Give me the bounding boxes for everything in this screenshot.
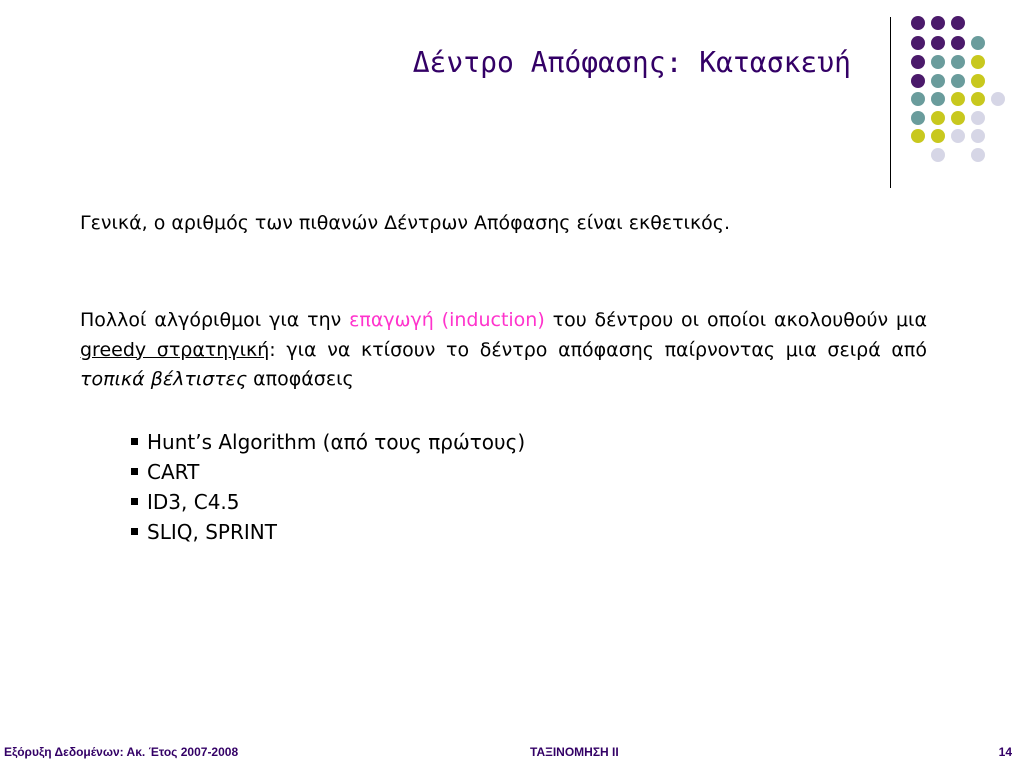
decorative-dot (911, 111, 925, 125)
list-item (131, 457, 525, 487)
decorative-dot (911, 16, 925, 30)
decorative-dot (971, 92, 985, 106)
decorative-dot (951, 16, 965, 30)
decorative-dot (911, 74, 925, 88)
footer-topic: ΤΑΞΙΝΟΜΗΣΗ ΙΙ (530, 745, 619, 759)
page-number: 14 (998, 745, 1012, 759)
greedy-strategy-underlined: greedy στρατηγική (80, 338, 270, 361)
list-item (131, 427, 525, 457)
list-item-text: CART (147, 460, 200, 484)
list-item (131, 517, 525, 547)
decorative-dot (971, 55, 985, 69)
decorative-dot (971, 111, 985, 125)
decorative-dot (951, 74, 965, 88)
paragraph-text-4: αποφάσεις (247, 368, 354, 390)
induction-highlight: επαγωγή (induction) (349, 309, 545, 331)
square-bullet-icon (131, 438, 138, 445)
decorative-dot (931, 55, 945, 69)
decorative-dot (931, 111, 945, 125)
decorative-dot (951, 55, 965, 69)
decorative-dot (931, 16, 945, 30)
algorithm-list (131, 427, 525, 547)
decorative-dot (931, 129, 945, 143)
square-bullet-icon (131, 468, 138, 475)
decorative-dot (911, 129, 925, 143)
decorative-dot (911, 36, 925, 50)
footer-course: Εξόρυξη Δεδομένων: Ακ. Έτος 2007-2008 (4, 745, 239, 759)
decorative-dot (951, 129, 965, 143)
square-bullet-icon (131, 498, 138, 505)
decorative-dot (931, 36, 945, 50)
decorative-dot (931, 148, 945, 162)
paragraph-text-3: : για να κτίσουν το δέντρο απόφασης παίρνοντας μια σειρά από (269, 338, 927, 361)
locally-optimal-italic: τοπικά βέλτιστες (80, 368, 248, 390)
algorithms-paragraph (80, 306, 927, 395)
decorative-dot (971, 36, 985, 50)
decorative-dot (951, 92, 965, 106)
decorative-dot (911, 55, 925, 69)
decorative-dot (971, 148, 985, 162)
list-item (131, 487, 525, 517)
paragraph-text-2: του δέντρου οι οποίοι ακολουθούν μια (544, 309, 927, 331)
vertical-divider (890, 17, 891, 188)
decorative-dot (971, 74, 985, 88)
decorative-dot-grid (0, 0, 1024, 200)
list-item-text: ID3, C4.5 (147, 490, 240, 514)
slide-title: Δέντρο Απόφασης: Κατασκευή (412, 46, 851, 79)
list-item-text: SLIQ, SPRINT (147, 520, 277, 544)
decorative-dot (911, 92, 925, 106)
intro-sentence: Γενικά, ο αριθμός των πιθανών Δέντρων Απόφασης είναι εκθετικός. (80, 212, 730, 234)
decorative-dot (971, 129, 985, 143)
decorative-dot (931, 74, 945, 88)
decorative-dot (931, 92, 945, 106)
square-bullet-icon (131, 528, 138, 535)
decorative-dot (951, 36, 965, 50)
decorative-dot (991, 92, 1005, 106)
list-item-text: Hunt’s Algorithm (από τους πρώτους) (147, 430, 526, 454)
paragraph-text-1: Πολλοί αλγόριθμοι για την (80, 309, 350, 331)
decorative-dot (951, 111, 965, 125)
